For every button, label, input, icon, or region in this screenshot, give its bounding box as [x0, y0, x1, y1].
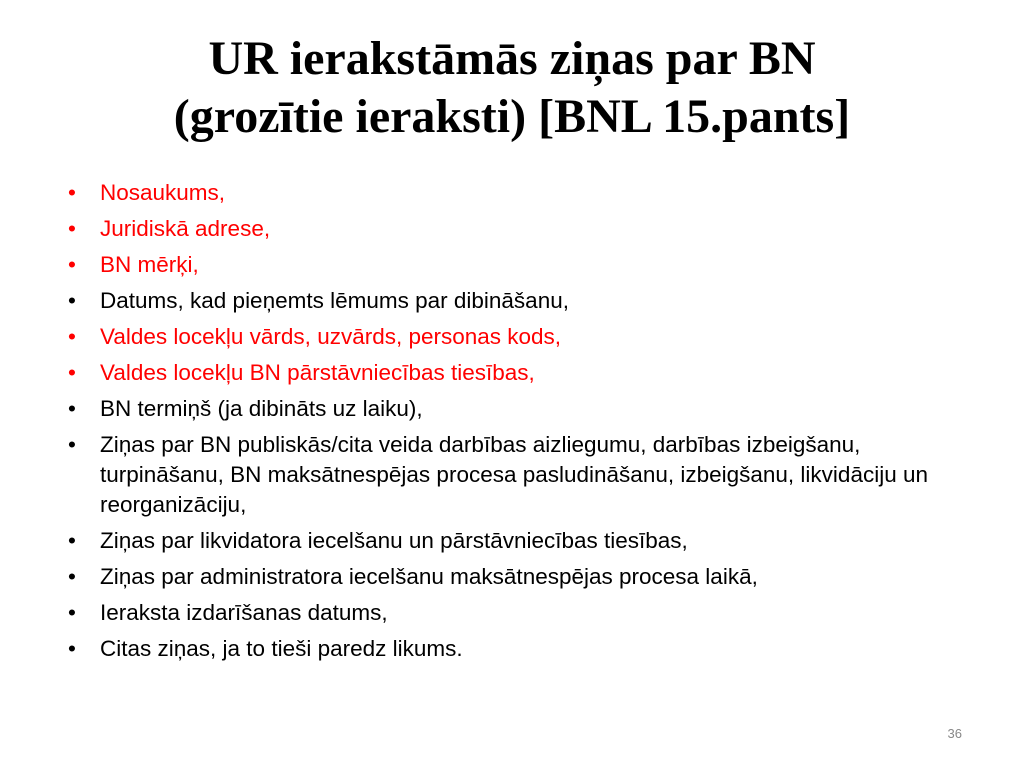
bullet-text: Nosaukums,: [100, 180, 226, 205]
slide-number: 36: [947, 726, 962, 741]
bullet-text: Valdes locekļu vārds, uzvārds, personas kods,: [100, 324, 562, 349]
bullet-text: Ieraksta izdarīšanas datums,: [100, 600, 388, 625]
bullet-item: [62, 214, 962, 244]
bullet-text: BN termiņš (ja dibināts uz laiku),: [100, 396, 423, 421]
bullet-item: [62, 286, 962, 316]
bullet-icon: •: [68, 324, 76, 349]
bullet-icon: •: [68, 288, 76, 313]
bullet-text: Ziņas par administratora iecelšanu maksātnespējas procesa laikā,: [100, 564, 758, 589]
bullet-item: [62, 598, 962, 628]
bullet-item: [62, 430, 962, 520]
bullet-item: [62, 394, 962, 424]
bullet-icon: •: [68, 180, 76, 205]
bullet-item: [62, 526, 962, 556]
slide-title: [40, 30, 984, 146]
bullet-icon: •: [68, 528, 76, 553]
bullet-text: Ziņas par BN publiskās/cita veida darbības aizliegumu, darbības izbeigšanu, turpināšanu, BN maksātnespējas procesa pasludināšanu, izbeigšanu, likvidāciju un reorganizāciju,: [100, 432, 928, 517]
bullet-item: [62, 322, 962, 352]
bullet-item: [62, 562, 962, 592]
bullet-icon: •: [68, 564, 76, 589]
bullet-icon: •: [68, 600, 76, 625]
bullet-icon: •: [68, 396, 76, 421]
bullet-text: Datums, kad pieņemts lēmums par dibināšanu,: [100, 288, 569, 313]
title-line-1: UR ierakstāmās ziņas par BN: [208, 32, 816, 85]
bullet-icon: •: [68, 432, 76, 457]
bullet-icon: •: [68, 360, 76, 385]
bullet-item: [62, 634, 962, 664]
bullet-icon: •: [68, 636, 76, 661]
title-line-2: (grozītie ieraksti) [BNL 15.pants]: [173, 90, 851, 143]
bullet-item: [62, 250, 962, 280]
bullet-text: Citas ziņas, ja to tieši paredz likums.: [100, 636, 463, 661]
bullet-text: Ziņas par likvidatora iecelšanu un pārstāvniecības tiesības,: [100, 528, 688, 553]
bullet-item: [62, 358, 962, 388]
bullet-text: BN mērķi,: [100, 252, 199, 277]
bullet-item: [62, 178, 962, 208]
bullet-icon: •: [68, 216, 76, 241]
bullet-text: Valdes locekļu BN pārstāvniecības tiesības,: [100, 360, 535, 385]
bullet-icon: •: [68, 252, 76, 277]
bullet-text: Juridiskā adrese,: [100, 216, 271, 241]
bullet-list: [62, 178, 962, 670]
